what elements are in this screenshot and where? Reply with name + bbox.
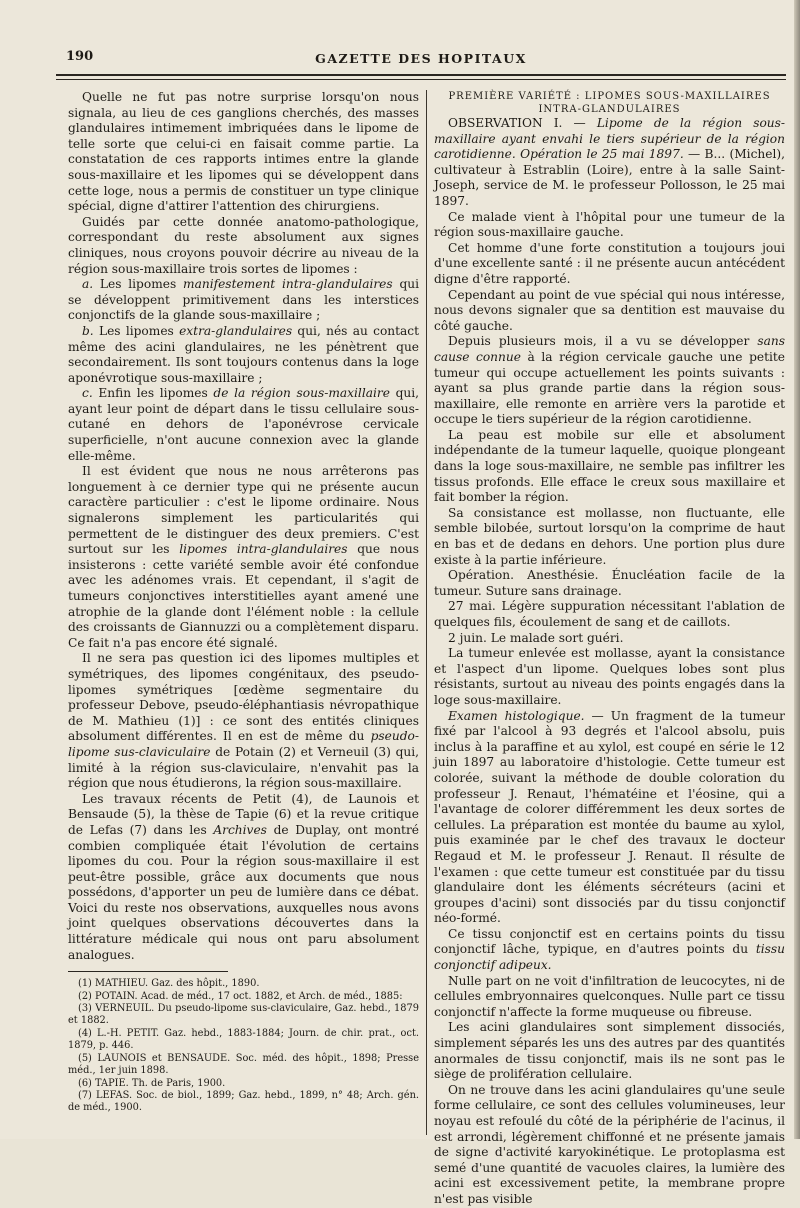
- paragraph: Les acini glandulaires sont simplement dissociés, simplement séparés les uns des autres par des quantités anormales de tissu conjonctif, mais ils ne sont pas le siège de prolifération cellulaire.: [434, 1020, 785, 1082]
- paragraph: Ce tissu conjonctif est en certains points du tissu conjonctif lâche, typique, en d'autres points du tissu conjonctif adipeux.: [434, 926, 786, 973]
- list-item-a: a. Les lipomes manifestement intra-glandulaires qui se développent primitivement dans les interstices conjonctifs de la glande sous-maxillaire ;: [68, 277, 419, 323]
- page-edge-shadow: [794, 0, 800, 1139]
- list-item-c: c. Enfin les lipomes de la région sous-maxillaire qui, ayant leur point de départ dans le tissu cellulaire sous-cutané en dehors de l'aponévrose cervicale superficielle, n'ont aucune connexion avec la glande elle-même.: [68, 386, 420, 463]
- column-divider: [426, 90, 427, 1135]
- paragraph: La peau est mobile sur elle et absolument indépendante de la tumeur laquelle, quoique plongeant dans la loge sous-maxillaire, ne semble pas infiltrer les tissus profonds. Elle efface le creux sous maxillaire et fait bomber la région.: [434, 427, 785, 505]
- paragraph: Cet homme d'une forte constitution a toujours joui d'une excellente santé : il ne présente aucun antécédent digne d'être rapporté.: [434, 240, 785, 286]
- paragraph: Cependant au point de vue spécial qui nous intéresse, nous devons signaler que sa dentition est mauvaise du côté gauche.: [434, 287, 785, 333]
- footnote: (2) POTAIN. Acad. de méd., 17 oct. 1882, et Arch. de méd., 1885:: [78, 990, 403, 1002]
- footnote: (1) MATHIEU. Gaz. des hôpit., 1890.: [78, 978, 260, 990]
- footnotes: [68, 978, 419, 1114]
- paragraph: Depuis plusieurs mois, il a vu se développer sans cause connue à la région cervicale gauche une petite tumeur qui occupe actuellement les points suivants : ayant sa plus grande partie dans la région sous-maxillaire, elle remonte en arrière vers la parotide et occupe le tiers supérieur de la région carotidienne.: [434, 334, 786, 427]
- footnote-rule: [68, 971, 228, 972]
- footnote: (5) LAUNOIS et BENSAUDE. Soc. méd. des hôpit., 1898; Presse méd., 1er juin 1898.: [68, 1052, 419, 1077]
- paragraph: La tumeur enlevée est mollasse, ayant la consistance et l'aspect d'un lipome. Quelques lobes sont plus résistants, surtout au niveau des points engagés dans la loge sous-maxillaire.: [434, 646, 785, 707]
- paragraph: Ce malade vient à l'hôpital pour une tumeur de la région sous-maxillaire gauche.: [434, 209, 785, 240]
- paragraph: Les travaux récents de Petit (4), de Launois et Bensaude (5), la thèse de Tapie (6) et la revue critique de Lefas (7) dans les Archives de Duplay, ont montré combien compliquée était l'évolution de certains lipomes du cou. Pour la région sous-maxillaire il est peut-être possible, grâce aux documents que nous possédons, d'apporter un peu de lumière dans ce débat. Voici du reste nos observations, auxquelles nous avons joint quelques observations découvertes dans la littérature médicale qui nous ont paru absolument analogues.: [68, 791, 419, 962]
- paragraph: Opération. Anesthésie. Énucléation facile de la tumeur. Suture sans drainage.: [434, 568, 785, 598]
- header-rule: [56, 74, 786, 80]
- observation-heading: OBSERVATION I. — Lipome de la région sous-maxillaire ayant envahi le tiers supérieur de la région carotidienne. Opération le 25 mai 1897. — B... (Michel), cultivateur à Estrablin (Loire), entre à la salle Saint-Joseph, service de M. le professeur Pollosson, le 25 mai 1897.: [434, 116, 786, 208]
- footnote: (7) LEFAS. Soc. de biol., 1899; Gaz. hebd., 1899, n° 48; Arch. gén. de méd., 1900.: [68, 1089, 419, 1114]
- page-header: [56, 46, 786, 66]
- paragraph: Nulle part on ne voit d'infiltration de leucocytes, ni de cellules embryonnaires quelconques. Nulle part ce tissu conjonctif n'affecte la forme muqueuse ou fibreuse.: [434, 973, 785, 1019]
- running-title: GAZETTE DES HOPITAUX: [315, 51, 527, 66]
- footnote: (3) VERNEUIL. Du pseudo-lipome sus-claviculaire, Gaz. hebd., 1879 et 1882.: [68, 1003, 419, 1027]
- paragraph: Examen histologique. — Un fragment de la tumeur fixé par l'alcool à 93 degrés et l'alcool absolu, puis inclus à la paraffine et au xylol, est coupé en série le 12 juin 1897 au laboratoire d'histologie. Cette tumeur est colorée, suivant la méthode de double coloration du professeur J. Renaut, l'hématéine et l'éosine, qui a l'avantage de colorer différemment les deux sortes de cellules. La préparation est montée du baume au xylol, puis examinée par le chef des travaux le docteur Regaud et M. le professeur J. Renaut. Il résulte de l'examen : que cette tumeur est constituée par du tissu glandulaire dont les éléments sécréteurs (acini et groupes d'acini) sont dissociés par du tissu conjonctif néo-formé.: [434, 708, 786, 926]
- right-column: [434, 90, 785, 1208]
- paragraph: Quelle ne fut pas notre surprise lorsqu'on nous signala, au lieu de ces ganglions cherchés, des masses glandulaires intimement imbriquées dans le lipome de telle sorte que celui-ci en faisait comme partie. La constatation de ces rapports intimes entre la glande sous-maxillaire et les lipomes qui se développent dans cette loge, nous a permis de constituer un type clinique spécial, digne d'attirer l'attention des chirurgiens.: [68, 90, 419, 214]
- list-item-b: b. Les lipomes extra-glandulaires qui, nés au contact même des acini glandulaires, ne les pénètrent que secondairement. Ils sont toujours contenus dans la loge aponévrotique sous-maxillaire ;: [68, 323, 420, 385]
- paragraph: Il ne sera pas question ici des lipomes multiples et symétriques, des lipomes congénitaux, des pseudo-lipomes symétriques [œdème segmentaire du professeur Debove, pseudo-éléphantiasis névropathique de M. Mathieu (1)] : ce sont des entités cliniques absolument différentes. Il en est de même du pseudo-lipome sus-claviculaire de Potain (2) et Verneuil (3) qui, limité à la région sus-claviculaire, n'envahit pas la région que nous étudierons, la région sous-maxillaire.: [68, 651, 420, 791]
- footnote: (6) TAPIE. Th. de Paris, 1900.: [78, 1077, 226, 1089]
- paragraph: Guidés par cette donnée anatomo-pathologique, correspondant du reste absolument aux signes cliniques, nous croyons pouvoir décrire au niveau de la région sous-maxillaire trois sortes de lipomes :: [68, 214, 419, 276]
- paragraph: On ne trouve dans les acini glandulaires qu'une seule forme cellulaire, ce sont des cellules volumineuses, leur noyau est refoulé du côté de la périphérie de l'acinus, il est arrondi, légèrement chiffonné et ne présente jamais de signe d'activité karyokinétique. Le protoplasma est semé d'une quantité de vacuoles claires, la lumière des acini est excessivement petite, la membrane propre n'est pas visible: [434, 1082, 785, 1206]
- paragraph: 27 mai. Légère suppuration nécessitant l'ablation de quelques fils, écoulement de sang et de caillots.: [434, 599, 785, 629]
- footnote: (4) L.-H. PETIT. Gaz. hebd., 1883-1884; Journ. de chir. prat., oct. 1879, p. 446.: [68, 1027, 419, 1052]
- left-column: [68, 90, 419, 1208]
- paragraph: 2 juin. Le malade sort guéri.: [448, 630, 624, 645]
- page-number: 190: [66, 49, 94, 64]
- paragraph: Il est évident que nous ne nous arrêterons pas longuement à ce dernier type qui ne présente aucun caractère particulier : c'est le lipome ordinaire. Nous signalerons simplement les particularités qui permettent de le distinguer des deux premiers. C'est surtout sur les lipomes intra-glandulaires que nous insisterons : cette variété semble avoir été confondue avec les adénomes vrais. Et cependant, il s'agit de tumeurs conjonctives interstitielles ayant amené une atrophie de la glande dont l'élément noble : la cellule des croissants de Giannuzzi ou a complètement disparu. Ce fait n'a pas encore été signalé.: [68, 464, 420, 650]
- columns: [56, 90, 786, 1208]
- paragraph: Sa consistance est mollasse, non fluctuante, elle semble bilobée, surtout lorsqu'on la comprime de haut en bas et de dedans en dehors. Une portion plus dure existe à la partie inférieure.: [434, 505, 785, 567]
- section-title: PREMIÈRE VARIÉTÉ : LIPOMES SOUS-MAXILLAIRES INTRA-GLANDULAIRES: [448, 91, 771, 115]
